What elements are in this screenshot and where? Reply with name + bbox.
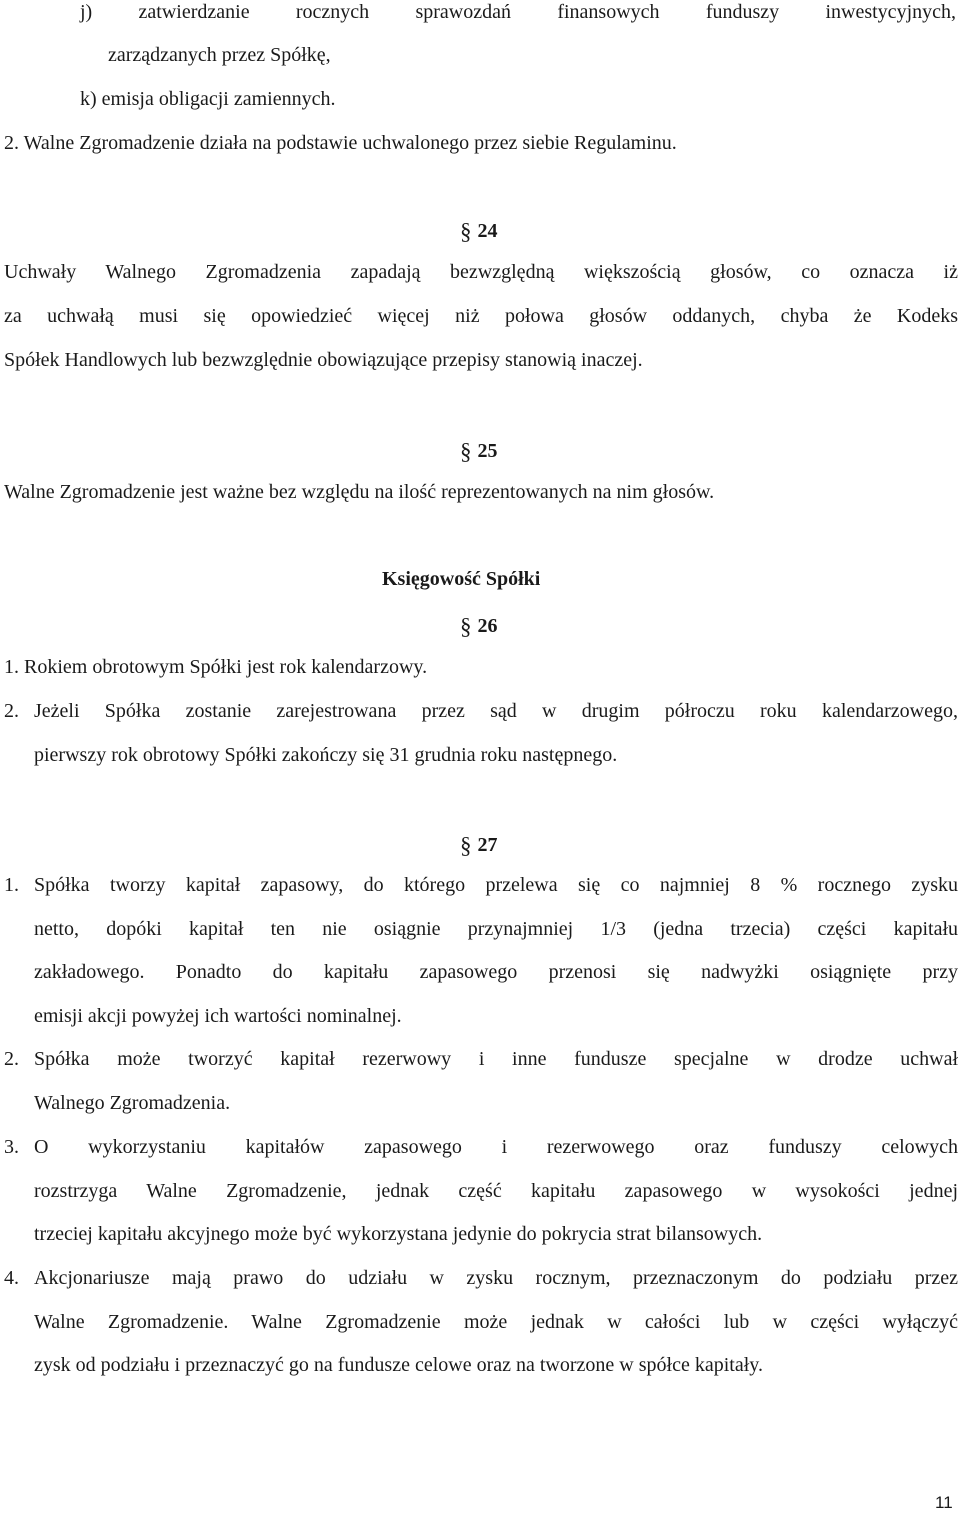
section-27-item-1-line-3: zakładowego. Ponadto do kapitału zapasowego przenosi się nadwyżki osiągnięte przy xyxy=(34,961,958,983)
section-26-item-2-line-1: Jeżeli Spółka zostanie zarejestrowana przez sąd w drugim półroczu roku kalendarzowego, xyxy=(34,700,958,722)
section-27-item-1-line-4: emisji akcji powyżej ich wartości nominalnej. xyxy=(34,1005,402,1027)
section-27-item-4-number: 4. xyxy=(4,1267,19,1289)
list-item-j-line1: j) zatwierdzanie rocznych sprawozdań finansowych funduszy inwestycyjnych, xyxy=(80,1,956,23)
section-27-item-4-line-3: zysk od podziału i przeznaczyć go na fundusze celowe oraz na tworzone w spółce kapitały. xyxy=(34,1354,763,1376)
list-item-k: k) emisja obligacji zamiennych. xyxy=(80,88,336,110)
section-27-item-2-number: 2. xyxy=(4,1048,19,1070)
section-sign-icon: § xyxy=(460,614,472,639)
section-27-item-1-line-1: Spółka tworzy kapitał zapasowy, do którego przelewa się co najmniej 8 % rocznego zysku xyxy=(34,874,958,896)
section-27-item-3-line-2: rozstrzyga Walne Zgromadzenie, jednak część kapitału zapasowego w wysokości jednej xyxy=(34,1180,958,1202)
section-26-item-2-number: 2. xyxy=(4,700,19,722)
section-number: 25 xyxy=(477,440,498,462)
list-item-j-line2: zarządzanych przez Spółkę, xyxy=(108,44,331,66)
section-27-item-4-line-2: Walne Zgromadzenie. Walne Zgromadzenie może jednak w całości lub w części wyłączyć xyxy=(34,1311,958,1333)
section-number: 27 xyxy=(477,834,498,856)
section-number: 24 xyxy=(477,220,498,242)
section-27-item-4-line-1: Akcjonariusze mają prawo do udziału w zysku rocznym, przeznaczonym do podziału przez xyxy=(34,1267,958,1289)
section-sign-icon: § xyxy=(460,439,472,464)
section-27-item-1-number: 1. xyxy=(4,874,19,896)
page-number: 11 xyxy=(935,1493,953,1512)
section-number: 26 xyxy=(477,615,498,637)
section-26-item-1: 1. Rokiem obrotowym Spółki jest rok kalendarzowy. xyxy=(4,656,428,678)
section-27-item-2-line-2: Walnego Zgromadzenia. xyxy=(34,1092,231,1114)
section-heading-24 xyxy=(460,218,498,244)
section-heading-25 xyxy=(460,438,498,464)
chapter-heading: Księgowość Spółki xyxy=(382,568,541,590)
section-27-item-3-line-3: trzeciej kapitału akcyjnego może być wykorzystana jedynie do pokrycia strat bilansowych. xyxy=(34,1223,763,1245)
section-24-line-2: za uchwałą musi się opowiedzieć więcej niż połowa głosów oddanych, chyba że Kodeks xyxy=(4,305,958,327)
section-24-line-1: Uchwały Walnego Zgromadzenia zapadają bezwzględną większością głosów, co oznacza iż xyxy=(4,261,958,283)
section-heading-27 xyxy=(460,832,498,858)
section-24-line-3: Spółek Handlowych lub bezwzględnie obowiązujące przepisy stanowią inaczej. xyxy=(4,349,643,371)
section-sign-icon: § xyxy=(460,219,472,244)
section-27-item-3-line-1: O wykorzystaniu kapitałów zapasowego i rezerwowego oraz funduszy celowych xyxy=(34,1136,958,1158)
paragraph-2-regulamin: 2. Walne Zgromadzenie działa na podstawie uchwalonego przez siebie Regulaminu. xyxy=(4,132,677,154)
section-heading-26 xyxy=(460,613,498,639)
section-27-item-2-line-1: Spółka może tworzyć kapitał rezerwowy i inne fundusze specjalne w drodze uchwał xyxy=(34,1048,958,1070)
section-27-item-3-number: 3. xyxy=(4,1136,19,1158)
section-27-item-1-line-2: netto, dopóki kapitał ten nie osiągnie przynajmniej 1/3 (jedna trzecia) części kapitału xyxy=(34,918,958,940)
section-25-text: Walne Zgromadzenie jest ważne bez względu na ilość reprezentowanych na nim głosów. xyxy=(4,481,715,503)
section-26-item-2-line-2: pierwszy rok obrotowy Spółki zakończy się 31 grudnia roku następnego. xyxy=(34,744,618,766)
section-sign-icon: § xyxy=(460,833,472,858)
